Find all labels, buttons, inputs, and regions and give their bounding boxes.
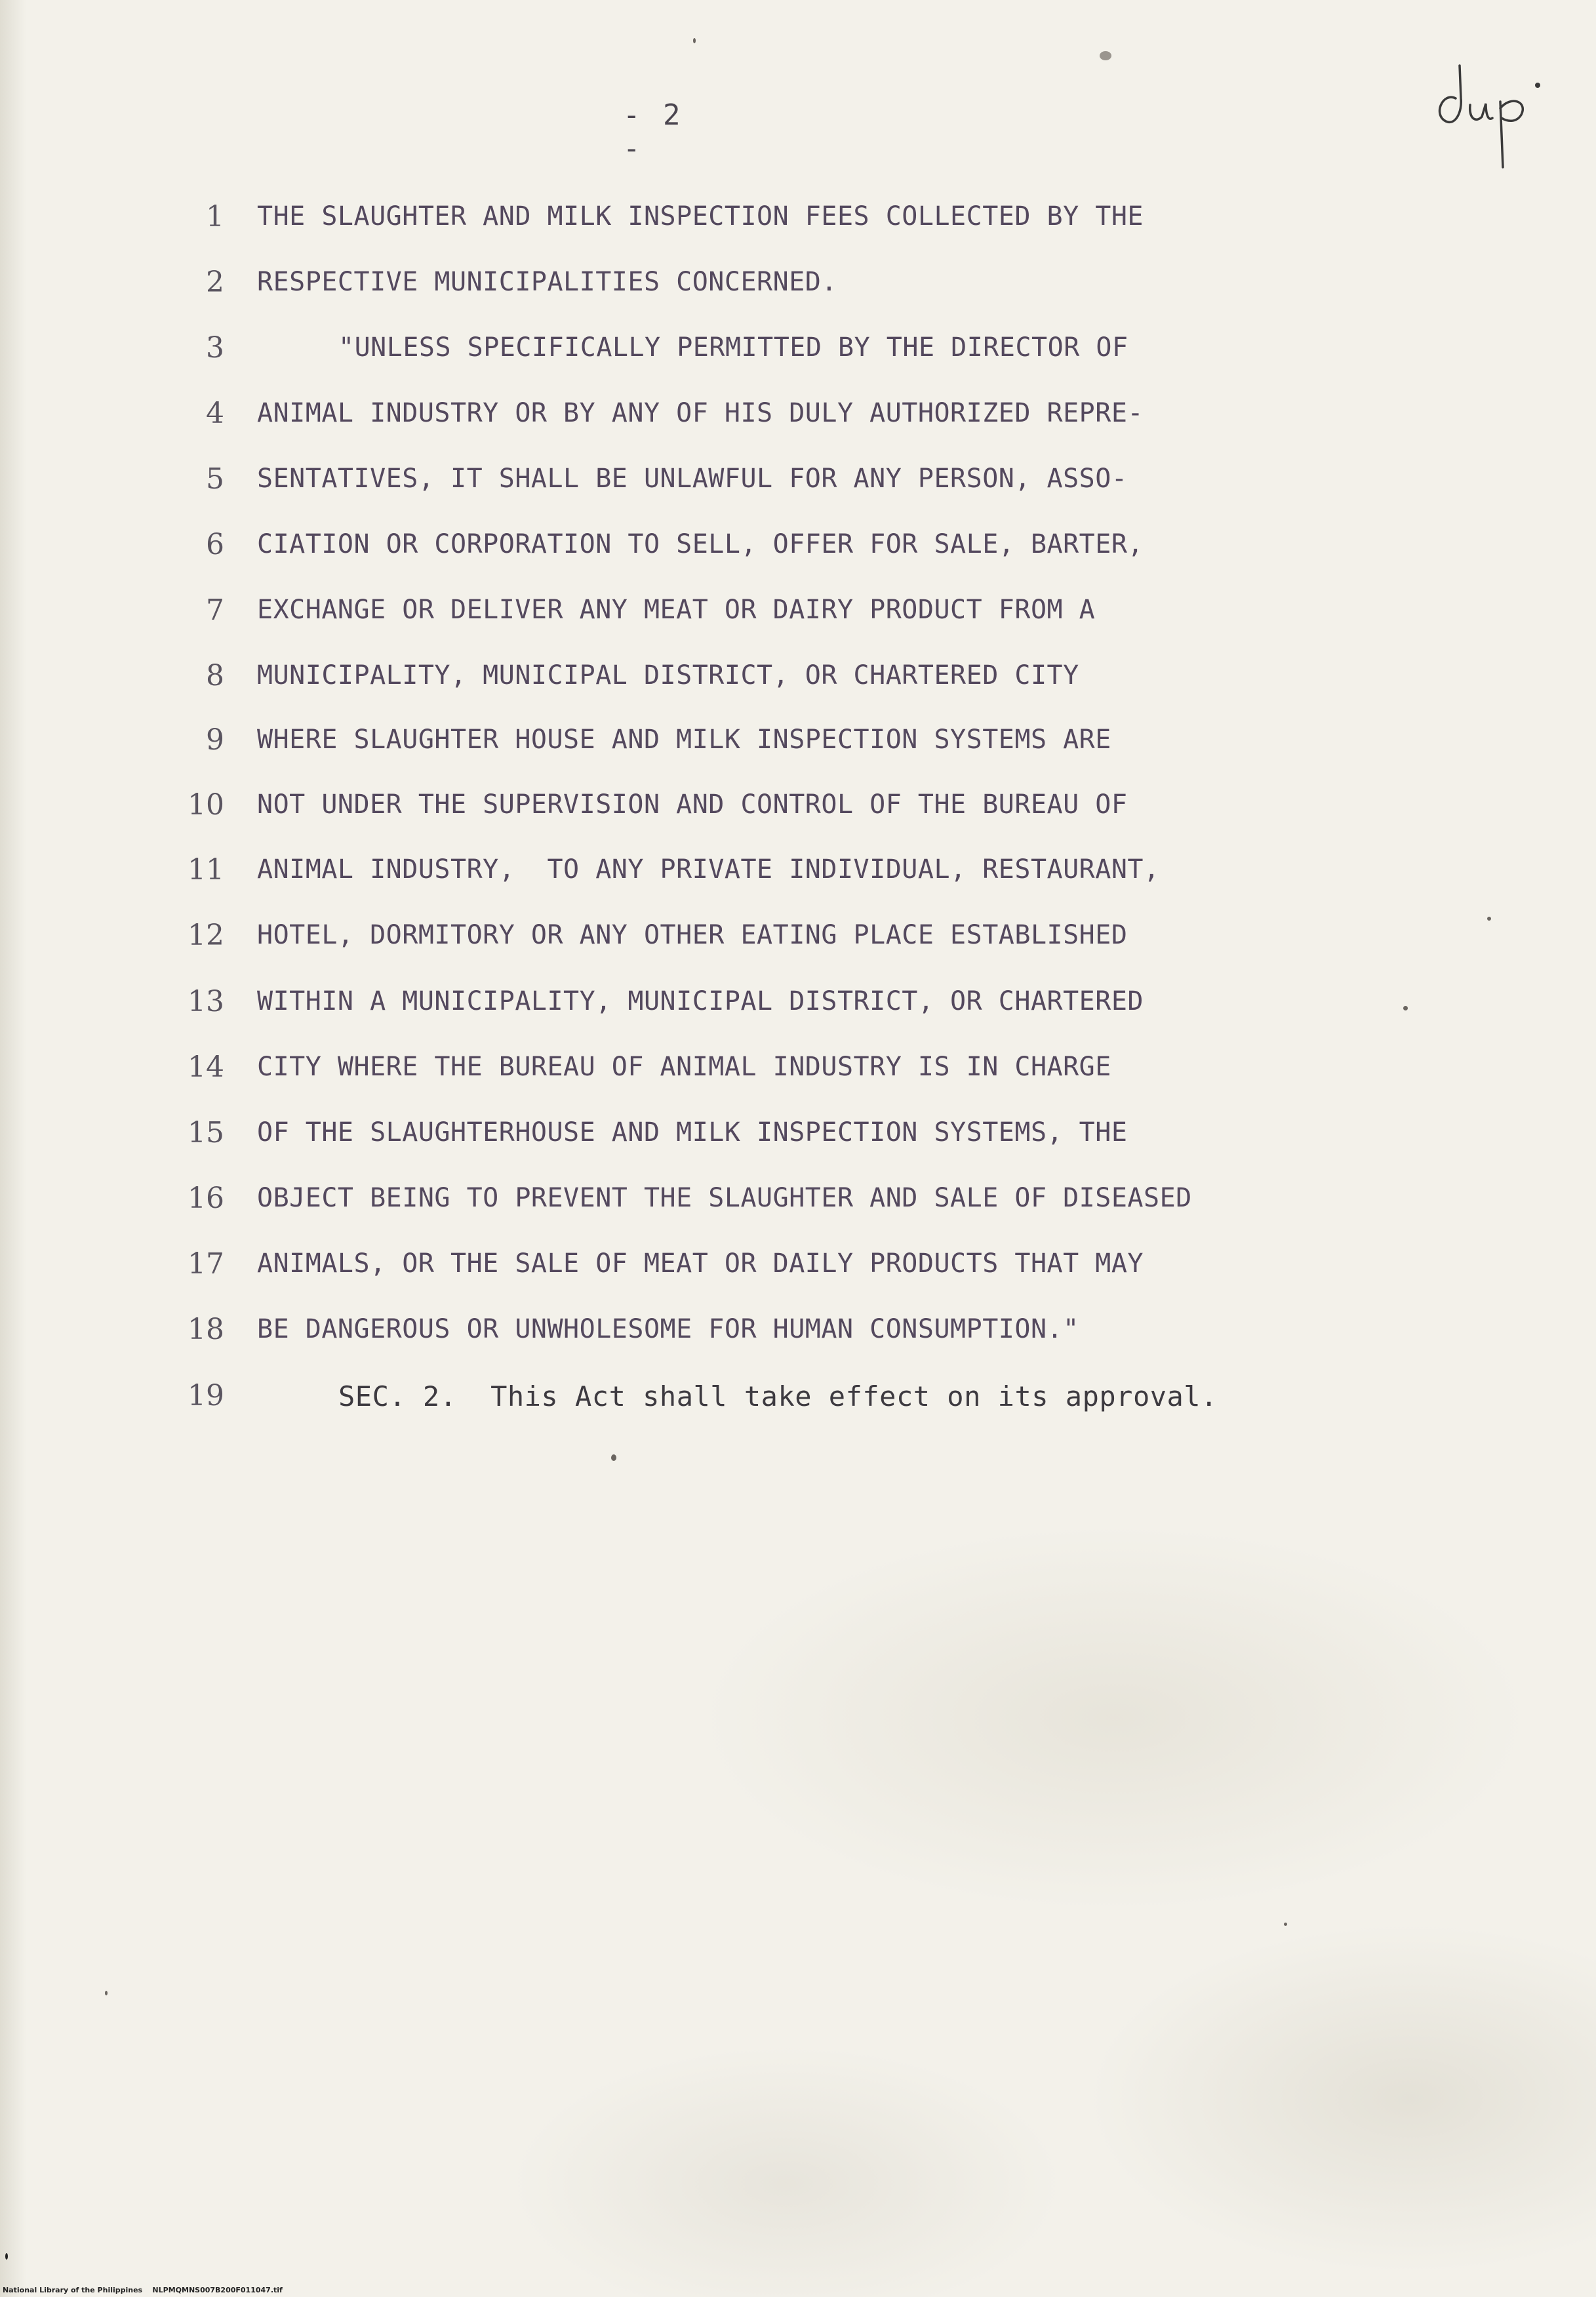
line-number: 17 bbox=[188, 1247, 224, 1281]
text-line bbox=[0, 1313, 1596, 1352]
line-number: 1 bbox=[206, 200, 224, 233]
archive-footer: National Library of the Philippines NLPMQMNS007B200F011047.tif bbox=[3, 2286, 283, 2294]
line-number: 11 bbox=[188, 853, 224, 887]
line-text: MUNICIPALITY, MUNICIPAL DISTRICT, OR CHARTERED CITY bbox=[257, 660, 1079, 690]
line-text: HOTEL, DORMITORY OR ANY OTHER EATING PLACE ESTABLISHED bbox=[257, 920, 1128, 950]
line-text: NOT UNDER THE SUPERVISION AND CONTROL OF THE BUREAU OF bbox=[257, 789, 1128, 820]
line-text: ANIMAL INDUSTRY OR BY ANY OF HIS DULY AUTHORIZED REPRE- bbox=[257, 398, 1144, 428]
text-line bbox=[0, 1050, 1596, 1090]
line-text: ANIMAL INDUSTRY, TO ANY PRIVATE INDIVIDUAL, RESTAURANT, bbox=[257, 854, 1160, 885]
text-line bbox=[0, 593, 1596, 633]
line-text: "UNLESS SPECIFICALLY PERMITTED BY THE DIRECTOR OF bbox=[338, 332, 1128, 363]
text-line bbox=[0, 1247, 1596, 1287]
line-number: 15 bbox=[188, 1116, 224, 1149]
text-line bbox=[0, 1116, 1596, 1155]
line-text: OF THE SLAUGHTERHOUSE AND MILK INSPECTION SYSTEMS, THE bbox=[257, 1117, 1128, 1148]
line-number: 14 bbox=[188, 1050, 224, 1084]
line-number: 9 bbox=[206, 723, 224, 757]
line-number: 13 bbox=[188, 985, 224, 1018]
line-number: 2 bbox=[206, 266, 224, 299]
line-number: 19 bbox=[188, 1379, 224, 1412]
line-text: ANIMALS, OR THE SALE OF MEAT OR DAILY PRODUCTS THAT MAY bbox=[257, 1248, 1144, 1279]
line-number: 8 bbox=[206, 659, 224, 692]
text-line bbox=[0, 723, 1596, 763]
line-number: 5 bbox=[206, 462, 224, 496]
line-text: CITY WHERE THE BUREAU OF ANIMAL INDUSTRY IS IN CHARGE bbox=[257, 1052, 1111, 1082]
scan-speck bbox=[1100, 51, 1111, 60]
line-number: 4 bbox=[206, 397, 224, 430]
text-line bbox=[0, 788, 1596, 828]
text-line bbox=[0, 853, 1596, 892]
line-text: CIATION OR CORPORATION TO SELL, OFFER FOR SALE, BARTER, bbox=[257, 529, 1144, 559]
scan-speck bbox=[1403, 1006, 1408, 1010]
text-line bbox=[0, 200, 1596, 239]
line-number: 7 bbox=[206, 593, 224, 627]
line-number: 6 bbox=[206, 528, 224, 561]
text-line bbox=[0, 985, 1596, 1024]
line-number: 10 bbox=[188, 788, 224, 822]
line-number: 16 bbox=[188, 1182, 224, 1215]
text-line bbox=[0, 462, 1596, 502]
line-text: BE DANGEROUS OR UNWHOLESOME FOR HUMAN CONSUMPTION." bbox=[257, 1314, 1079, 1344]
line-text: SENTATIVES, IT SHALL BE UNLAWFUL FOR ANY PERSON, ASSO- bbox=[257, 464, 1128, 494]
line-text: EXCHANGE OR DELIVER ANY MEAT OR DAIRY PRODUCT FROM A bbox=[257, 595, 1096, 625]
scan-speck bbox=[611, 1454, 616, 1461]
line-text: WITHIN A MUNICIPALITY, MUNICIPAL DISTRICT, OR CHARTERED bbox=[257, 986, 1144, 1016]
line-number: 18 bbox=[188, 1313, 224, 1346]
line-number: 12 bbox=[188, 919, 224, 952]
text-line bbox=[0, 528, 1596, 567]
text-line bbox=[0, 331, 1596, 370]
line-text: THE SLAUGHTER AND MILK INSPECTION FEES COLLECTED BY THE bbox=[257, 201, 1144, 231]
line-text: RESPECTIVE MUNICIPALITIES CONCERNED. bbox=[257, 267, 837, 297]
text-line bbox=[0, 266, 1596, 305]
scan-speck bbox=[5, 2253, 8, 2260]
text-line bbox=[0, 919, 1596, 958]
line-text: OBJECT BEING TO PREVENT THE SLAUGHTER AND SALE OF DISEASED bbox=[257, 1183, 1192, 1213]
scan-speck bbox=[105, 1991, 108, 1995]
scan-speck bbox=[693, 38, 696, 43]
text-line bbox=[0, 397, 1596, 436]
text-line bbox=[0, 659, 1596, 698]
text-line bbox=[0, 1182, 1596, 1221]
page-number: - 2 - bbox=[623, 98, 683, 165]
text-line bbox=[0, 1379, 1596, 1418]
scan-speck bbox=[1284, 1923, 1287, 1926]
scan-speck bbox=[1487, 917, 1491, 921]
line-number: 3 bbox=[206, 331, 224, 365]
line-text: SEC. 2. This Act shall take effect on its approval. bbox=[338, 1380, 1218, 1412]
line-text: WHERE SLAUGHTER HOUSE AND MILK INSPECTION SYSTEMS ARE bbox=[257, 725, 1111, 755]
handwritten-note bbox=[1429, 52, 1561, 184]
